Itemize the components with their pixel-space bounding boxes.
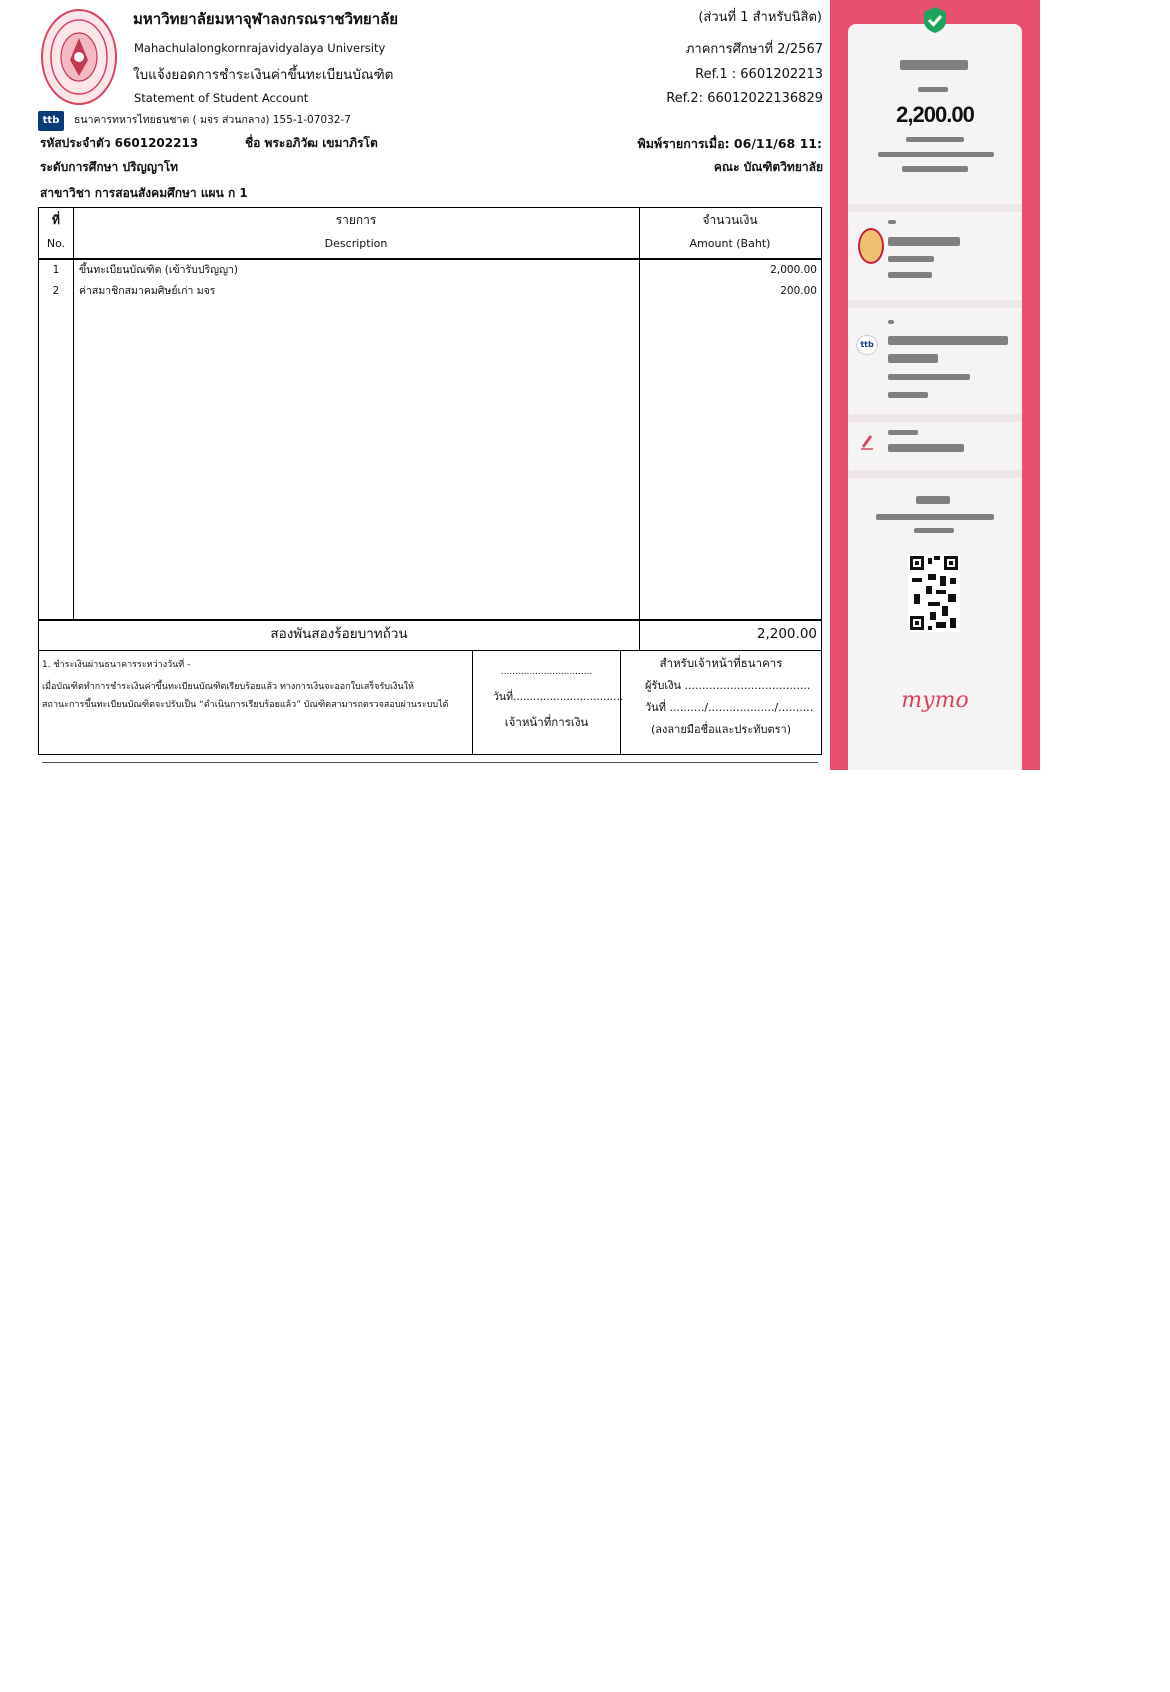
- col-desc-en: Description: [324, 237, 388, 250]
- col-no-th: ที่: [52, 213, 60, 227]
- total-divider: [39, 619, 821, 621]
- receiver-name-2: [888, 354, 938, 363]
- total-amount: 2,200.00: [756, 626, 817, 642]
- university-name-en: Mahachulalongkornrajavidyalaya University: [134, 41, 386, 55]
- success-check-icon: [921, 6, 949, 34]
- col-no-en: No.: [46, 237, 66, 250]
- table-row-amount: 200.00: [780, 285, 817, 297]
- receiver-bank: [888, 374, 970, 380]
- slip-amount-caption: [918, 87, 948, 92]
- finance-officer: เจ้าหน้าที่การเงิน: [504, 715, 589, 729]
- bank-date: วันที่ ........../.................../..........: [645, 701, 814, 714]
- sender-avatar-icon: [858, 228, 884, 264]
- sender-name: [888, 237, 960, 246]
- student-id: รหัสประจำตัว 6601202213: [40, 136, 199, 150]
- qr-description-1: [876, 514, 994, 520]
- slip-separator: [848, 204, 1022, 212]
- bank-account: ธนาคารทหารไทยธนชาต ( มจร ส่วนกลาง) 155-1-07032-7: [74, 114, 351, 126]
- print-timestamp: พิมพ์รายการเมื่อ: 06/11/68 11:: [637, 136, 822, 151]
- student-name: ชื่อ พระอภิวัฒ เขมาภิรโต: [245, 136, 378, 150]
- document-title-th: ใบแจ้งยอดการชำระเงินค่าขึ้นทะเบียนบัณฑิต: [133, 67, 394, 83]
- receiver-account: [888, 392, 928, 398]
- document-part: (ส่วนที่ 1 สำหรับนิสิต): [698, 10, 822, 25]
- table-row-no: 1: [52, 264, 60, 276]
- university-seal: [40, 8, 118, 106]
- total-in-words: สองพันสองร้อยบาทถ้วน: [270, 626, 408, 642]
- slip-reference-text: [878, 152, 994, 157]
- payment-note-1: 1. ชำระเงินผ่านธนาคารระหว่างวันที่ -: [42, 660, 191, 670]
- slip-datetime-text: [902, 166, 968, 172]
- bank-receiver: ผู้รับเงิน ....................................: [645, 679, 811, 692]
- education-level: ระดับการศึกษา ปริญญาโท: [40, 160, 179, 174]
- slip-separator: [848, 470, 1022, 478]
- faculty: คณะ บัณฑิตวิทยาลัย: [713, 160, 823, 174]
- ref2: Ref.2: 66012022136829: [666, 91, 823, 106]
- mymo-logo: mymo: [901, 688, 969, 713]
- notes-box: [38, 651, 822, 755]
- payment-note-3: สถานะการขึ้นทะเบียนบัณฑิตจะปรับเป็น “ดำเนินการเรียบร้อยแล้ว” บัณฑิตสามารถตรวจสอบผ่านระบบได้: [42, 700, 449, 710]
- col-divider-desc: [639, 208, 640, 650]
- sender-bank: [888, 256, 934, 262]
- payment-slip: [830, 0, 1040, 770]
- finance-date: วันที่.................................: [493, 691, 624, 703]
- slip-separator: [848, 300, 1022, 308]
- bank-signature-note: (ลงลายมือชื่อและประทับตรา): [651, 723, 791, 736]
- col-divider-no: [73, 208, 74, 620]
- col-desc-th: รายการ: [335, 213, 377, 227]
- slip-fee-text: [906, 137, 964, 142]
- receiver-name-1: [888, 336, 1008, 345]
- qr-title: [916, 496, 950, 504]
- receiver-label: [888, 320, 894, 324]
- slip-amount: 2,200.00: [896, 102, 974, 127]
- ref1: Ref.1 : 6601202213: [695, 67, 823, 82]
- bottom-rule: [42, 762, 818, 763]
- table-row-no: 2: [52, 285, 60, 297]
- sender-label: [888, 220, 896, 224]
- university-name-th: มหาวิทยาลัยมหาจุฬาลงกรณราชวิทยาลัย: [133, 10, 399, 28]
- table-row-desc: ค่าสมาชิกสมาคมศิษย์เก่า มจร: [79, 285, 216, 297]
- sender-account: [888, 272, 932, 278]
- note-text: [888, 444, 964, 452]
- payment-note-2: เมื่อบัณฑิตทำการชำระเงินค่าขึ้นทะเบียนบัณฑิตเรียบร้อยแล้ว ทางการเงินจะออกใบเสร็จรับเงินให้: [42, 682, 414, 692]
- ttb-bank-icon: ttb: [856, 335, 878, 355]
- header-divider: [39, 258, 821, 260]
- bank-officer-title: สำหรับเจ้าหน้าที่ธนาคาร: [659, 656, 783, 670]
- finance-signature-line: ................................: [500, 667, 593, 677]
- major: สาขาวิชา การสอนสังคมศึกษา แผน ก 1: [40, 186, 248, 200]
- note-pen-icon: [860, 432, 874, 450]
- note-label: [888, 430, 918, 435]
- slip-card: [848, 24, 1022, 770]
- document-title-en: Statement of Student Account: [134, 91, 309, 105]
- table-row-amount: 2,000.00: [770, 264, 817, 276]
- items-table: [38, 207, 822, 651]
- slip-separator: [848, 414, 1022, 422]
- slip-status-text: [900, 60, 968, 70]
- col-amount-en: Amount (Baht): [689, 237, 771, 250]
- col-amount-th: จำนวนเงิน: [702, 213, 758, 227]
- qr-description-2: [914, 528, 954, 533]
- table-row-desc: ขึ้นทะเบียนบัณฑิต (เข้ารับปริญญา): [79, 264, 239, 276]
- ttb-bank-logo: ttb: [38, 111, 64, 131]
- semester: ภาคการศึกษาที่ 2/2567: [685, 42, 823, 57]
- qr-code: [908, 554, 960, 632]
